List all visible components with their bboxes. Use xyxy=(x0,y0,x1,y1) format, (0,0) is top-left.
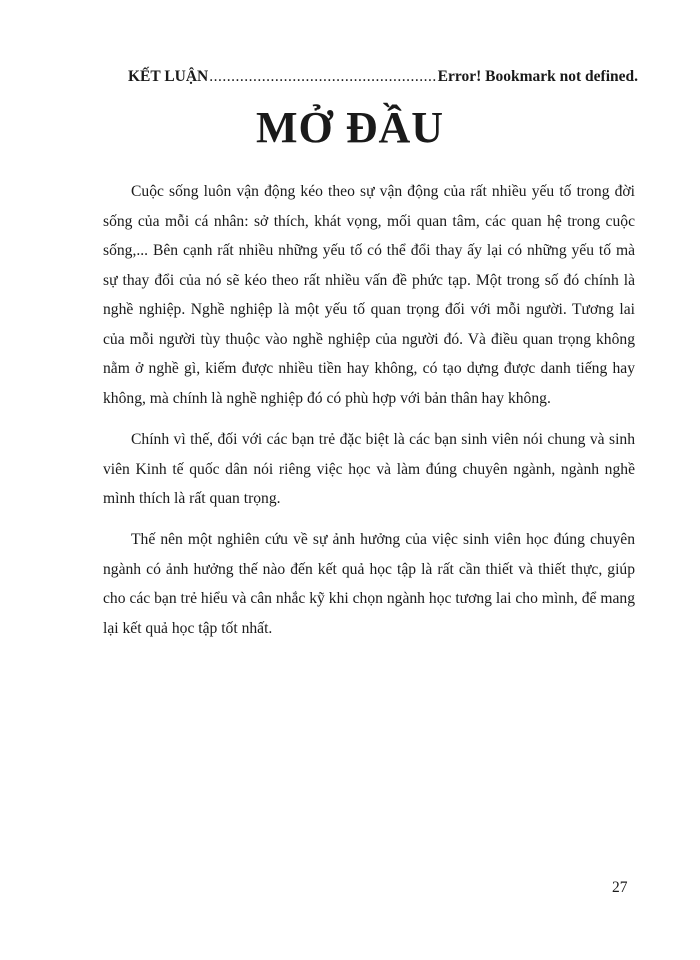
toc-error-text: Error! Bookmark not defined. xyxy=(437,68,638,85)
page-number: 27 xyxy=(612,879,628,896)
page-title: MỞ ĐẦU xyxy=(255,103,445,152)
toc-leader-dots xyxy=(209,68,436,86)
body-paragraph: Chính vì thế, đối với các bạn trẻ đặc biệt là các bạn sinh viên nói chung và sinh viên Kinh tế quốc dân nói riêng việc học và làm đúng chuyên ngành, ngành nghề mình thích là rất quan trọng. xyxy=(103,431,635,507)
body-paragraph: Cuộc sống luôn vận động kéo theo sự vận động của rất nhiều yếu tố trong đời sống của mỗi cá nhân: sở thích, khát vọng, mối quan tâm, các quan hệ trong cuộc sống,... Bên cạnh rất nhiều những yếu tố có thể đổi thay ấy lại có những yếu tố mà sự thay đổi của nó sẽ kéo theo rất nhiều vấn đề phức tạp. Một trong số đó chính là nghề nghiệp. Nghề nghiệp là một yếu tố quan trọng đối với mỗi người. Tương lai của mỗi người tùy thuộc vào nghề nghiệp của người đó. Và điều quan trọng không nằm ở nghề gì, kiếm được nhiều tiền hay không, có tạo dựng được danh tiếng hay không, mà chính là nghề nghiệp đó có phù hợp với bản thân hay không. xyxy=(103,183,635,407)
toc-entry xyxy=(128,68,638,86)
body-paragraph: Thế nên một nghiên cứu về sự ảnh hưởng của việc sinh viên học đúng chuyên ngành có ảnh hưởng thế nào đến kết quả học tập là rất cần thiết và thiết thực, giúp cho các bạn trẻ hiểu và cân nhắc kỹ khi chọn ngành học tương lai cho mình, để mang lại kết quả học tập tốt nhất. xyxy=(103,531,635,637)
toc-entry-label: KẾT LUẬN xyxy=(128,68,209,85)
